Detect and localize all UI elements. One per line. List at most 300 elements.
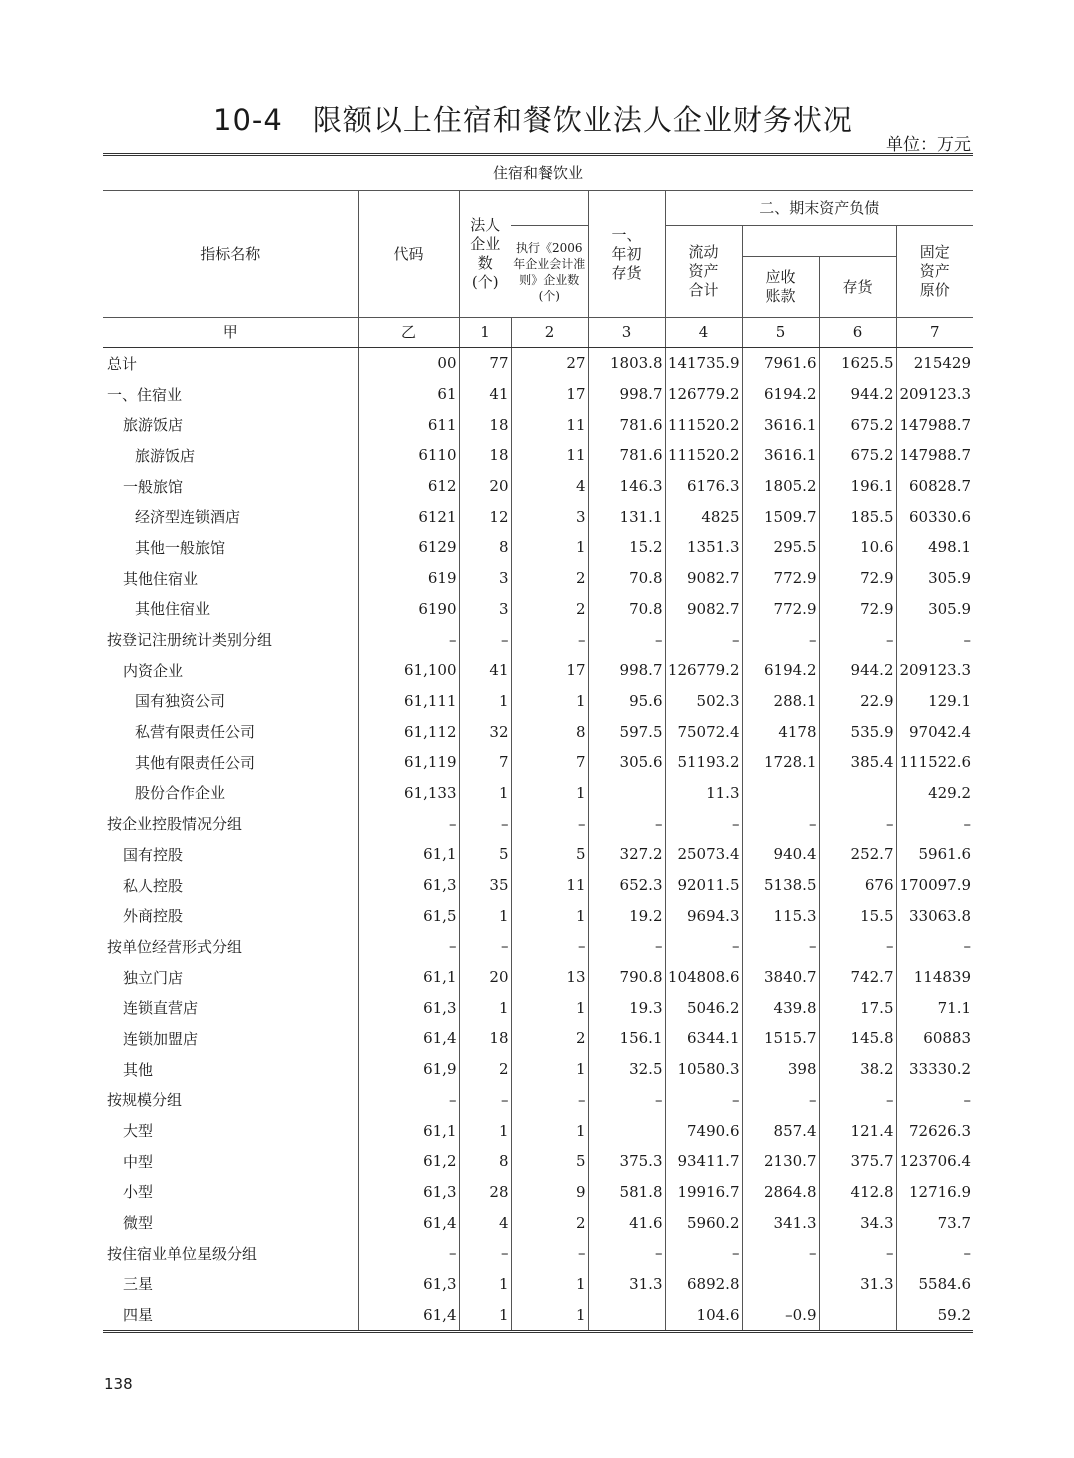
row-value: 375.7: [819, 1146, 896, 1177]
row-label: 一般旅馆: [123, 477, 184, 496]
row-value: 18: [459, 1023, 511, 1054]
table-row: [103, 686, 973, 717]
row-value: 5584.6: [896, 1269, 973, 1300]
row-label: 国有独资公司: [135, 692, 226, 711]
table-row: [103, 1146, 973, 1177]
row-value: –: [742, 808, 819, 839]
row-value: 33330.2: [896, 1054, 973, 1085]
row-value: –: [896, 808, 973, 839]
row-value: 33063.8: [896, 900, 973, 931]
row-label: 国有控股: [123, 845, 184, 864]
row-value: –: [819, 1085, 896, 1116]
row-value: 19.3: [588, 992, 665, 1023]
row-value: 61,3: [358, 1177, 459, 1208]
row-value: –: [511, 808, 588, 839]
row-value: 215429: [896, 348, 973, 379]
row-value: 12716.9: [896, 1177, 973, 1208]
row-value: 7: [459, 747, 511, 778]
row-value: 34.3: [819, 1207, 896, 1238]
row-value: 61,4: [358, 1299, 459, 1331]
row-value: 1: [459, 900, 511, 931]
row-value: 8: [459, 1146, 511, 1177]
row-value: 6190: [358, 594, 459, 625]
row-value: 1: [511, 532, 588, 563]
table-row: [103, 870, 973, 901]
row-value: –: [459, 1238, 511, 1269]
row-value: 41.6: [588, 1207, 665, 1238]
header-code: 代码: [358, 191, 459, 318]
row-value: 31.3: [588, 1269, 665, 1300]
row-value: 652.3: [588, 870, 665, 901]
row-value: 209123.3: [896, 379, 973, 410]
row-value: 1: [511, 686, 588, 717]
row-value: 111520.2: [665, 409, 742, 440]
row-value: 2864.8: [742, 1177, 819, 1208]
row-value: –: [896, 624, 973, 655]
row-value: 61,2: [358, 1146, 459, 1177]
row-value: 772.9: [742, 563, 819, 594]
row-value: 129.1: [896, 686, 973, 717]
row-label: 小型: [123, 1183, 154, 1202]
row-value: 60883: [896, 1023, 973, 1054]
row-value: 1: [511, 900, 588, 931]
row-value: 27: [511, 348, 588, 379]
row-label: 四星: [123, 1306, 154, 1325]
row-value: –: [819, 931, 896, 962]
row-value: 60828.7: [896, 471, 973, 502]
index-cell: 1: [459, 318, 511, 348]
row-label: 独立门店: [123, 968, 184, 987]
row-value: 61,9: [358, 1054, 459, 1085]
table-row: [103, 624, 973, 655]
row-value: 1: [511, 1115, 588, 1146]
row-value: –: [665, 931, 742, 962]
row-value: 35: [459, 870, 511, 901]
row-label: 其他住宿业: [123, 569, 199, 588]
row-value: –: [511, 931, 588, 962]
row-value: 61,111: [358, 686, 459, 717]
row-label: 其他: [123, 1060, 154, 1079]
row-value: 147988.7: [896, 440, 973, 471]
row-value: 1351.3: [665, 532, 742, 563]
row-value: 126779.2: [665, 655, 742, 686]
row-value: –: [588, 624, 665, 655]
row-value: 1: [511, 992, 588, 1023]
row-label: 一、住宿业: [107, 385, 183, 404]
row-value: 61,100: [358, 655, 459, 686]
row-value: 781.6: [588, 409, 665, 440]
title-area: [103, 98, 973, 155]
row-value: 70.8: [588, 594, 665, 625]
row-value: 998.7: [588, 655, 665, 686]
row-value: [742, 778, 819, 809]
row-value: 11: [511, 440, 588, 471]
header-blank: [511, 191, 588, 226]
table-row: [103, 563, 973, 594]
row-value: 619: [358, 563, 459, 594]
row-value: 97042.4: [896, 716, 973, 747]
table-row: [103, 1269, 973, 1300]
row-value: 1: [459, 1115, 511, 1146]
row-label: 私人控股: [123, 876, 184, 895]
index-cell: 甲: [103, 318, 358, 348]
table-row: [103, 1207, 973, 1238]
row-value: –: [511, 1085, 588, 1116]
index-cell: 4: [665, 318, 742, 348]
row-label: 按登记注册统计类别分组: [107, 631, 273, 650]
row-value: –: [665, 624, 742, 655]
row-value: 114839: [896, 962, 973, 993]
row-value: 305.9: [896, 563, 973, 594]
table-row: [103, 1054, 973, 1085]
row-value: 11.3: [665, 778, 742, 809]
row-value: 6344.1: [665, 1023, 742, 1054]
row-label: 连锁加盟店: [123, 1029, 199, 1048]
table-body: [103, 348, 973, 1332]
row-value: 19916.7: [665, 1177, 742, 1208]
row-value: 2: [511, 594, 588, 625]
table-row: [103, 716, 973, 747]
row-value: 6176.3: [665, 471, 742, 502]
row-value: 5046.2: [665, 992, 742, 1023]
row-value: 156.1: [588, 1023, 665, 1054]
row-value: 9: [511, 1177, 588, 1208]
row-value: 1: [459, 992, 511, 1023]
row-value: 61: [358, 379, 459, 410]
row-label: 旅游饭店: [123, 416, 184, 435]
row-value: 327.2: [588, 839, 665, 870]
row-value: 6194.2: [742, 655, 819, 686]
table-row: [103, 655, 973, 686]
row-value: 7961.6: [742, 348, 819, 379]
row-label: 旅游饭店: [135, 446, 196, 465]
row-value: 20: [459, 471, 511, 502]
row-value: 998.7: [588, 379, 665, 410]
row-value: 611: [358, 409, 459, 440]
page-number: 138: [104, 1375, 133, 1393]
row-value: 9082.7: [665, 594, 742, 625]
row-value: 1728.1: [742, 747, 819, 778]
row-label: 连锁直营店: [123, 999, 199, 1018]
table-row: [103, 992, 973, 1023]
row-value: 32.5: [588, 1054, 665, 1085]
row-value: 6110: [358, 440, 459, 471]
row-value: 1: [511, 778, 588, 809]
row-value: 3: [459, 563, 511, 594]
row-label: 私营有限责任公司: [135, 723, 256, 742]
row-value: 61,4: [358, 1023, 459, 1054]
row-value: –: [511, 1238, 588, 1269]
row-value: –: [358, 1238, 459, 1269]
header-inventory: 存货: [819, 257, 896, 318]
row-value: –: [896, 1238, 973, 1269]
row-value: 60330.6: [896, 501, 973, 532]
row-value: 439.8: [742, 992, 819, 1023]
table-row: [103, 808, 973, 839]
row-value: 288.1: [742, 686, 819, 717]
row-value: 385.4: [819, 747, 896, 778]
row-value: 7: [511, 747, 588, 778]
table-row: [103, 440, 973, 471]
row-value: 1: [511, 1299, 588, 1331]
row-label: 微型: [123, 1214, 154, 1233]
row-value: –: [665, 1238, 742, 1269]
header-begin-inventory: 一、年初存货: [588, 191, 665, 318]
row-value: –: [742, 624, 819, 655]
row-label: 大型: [123, 1122, 154, 1141]
row-value: 5961.6: [896, 839, 973, 870]
row-value: –: [896, 1085, 973, 1116]
row-value: 61,1: [358, 962, 459, 993]
table-row: [103, 839, 973, 870]
row-value: 61,3: [358, 1269, 459, 1300]
row-value: 9694.3: [665, 900, 742, 931]
row-value: –: [511, 624, 588, 655]
row-value: 12: [459, 501, 511, 532]
row-value: –: [819, 808, 896, 839]
row-value: 25073.4: [665, 839, 742, 870]
table-row: [103, 747, 973, 778]
table-row: [103, 962, 973, 993]
header-legal-count: 法人企业数(个): [459, 191, 511, 318]
row-value: 790.8: [588, 962, 665, 993]
financial-table: [103, 153, 973, 1333]
row-value: –: [358, 1085, 459, 1116]
row-value: 15.5: [819, 900, 896, 931]
row-value: 3: [511, 501, 588, 532]
row-value: 13: [511, 962, 588, 993]
row-value: 535.9: [819, 716, 896, 747]
row-value: –: [665, 808, 742, 839]
row-value: 77: [459, 348, 511, 379]
row-value: 742.7: [819, 962, 896, 993]
row-label: 中型: [123, 1152, 154, 1171]
row-value: 5: [511, 839, 588, 870]
row-value: 5: [459, 839, 511, 870]
row-value: 8: [511, 716, 588, 747]
row-value: 51193.2: [665, 747, 742, 778]
page-title: 10-4 限额以上住宿和餐饮业法人企业财务状况: [213, 103, 853, 137]
row-value: –: [459, 931, 511, 962]
row-value: 61,3: [358, 992, 459, 1023]
row-label: 内资企业: [123, 661, 184, 680]
row-value: [588, 1299, 665, 1331]
header-end-balance: 二、期末资产负债: [665, 191, 973, 226]
index-cell: 6: [819, 318, 896, 348]
row-value: 2: [511, 1023, 588, 1054]
row-value: 5960.2: [665, 1207, 742, 1238]
row-value: –: [358, 931, 459, 962]
row-value: 123706.4: [896, 1146, 973, 1177]
row-value: 115.3: [742, 900, 819, 931]
row-value: 1: [459, 1269, 511, 1300]
row-value: 11: [511, 409, 588, 440]
row-label: 按企业控股情况分组: [107, 815, 243, 834]
row-value: 121.4: [819, 1115, 896, 1146]
row-value: 252.7: [819, 839, 896, 870]
table-row: [103, 778, 973, 809]
row-value: [742, 1269, 819, 1300]
table-row: [103, 1177, 973, 1208]
table-row: [103, 594, 973, 625]
table-row: [103, 379, 973, 410]
row-value: 111522.6: [896, 747, 973, 778]
row-value: 675.2: [819, 409, 896, 440]
row-value: 41: [459, 655, 511, 686]
row-value: 92011.5: [665, 870, 742, 901]
row-value: 6892.8: [665, 1269, 742, 1300]
row-value: 11: [511, 870, 588, 901]
row-value: 295.5: [742, 532, 819, 563]
row-value: 305.9: [896, 594, 973, 625]
row-value: 2130.7: [742, 1146, 819, 1177]
row-value: 141735.9: [665, 348, 742, 379]
row-value: 38.2: [819, 1054, 896, 1085]
row-value: –: [588, 808, 665, 839]
row-value: 1: [459, 1299, 511, 1331]
row-label: 三星: [123, 1275, 154, 1294]
row-value: –: [358, 624, 459, 655]
row-value: [588, 778, 665, 809]
row-value: 940.4: [742, 839, 819, 870]
index-cell: 2: [511, 318, 588, 348]
row-value: –: [819, 624, 896, 655]
index-row: [103, 318, 973, 348]
row-label: 按规模分组: [107, 1091, 183, 1110]
row-value: 1625.5: [819, 348, 896, 379]
row-value: 17: [511, 379, 588, 410]
row-value: 4825: [665, 501, 742, 532]
row-value: 10580.3: [665, 1054, 742, 1085]
row-value: –: [459, 624, 511, 655]
row-value: [588, 1115, 665, 1146]
row-value: 146.3: [588, 471, 665, 502]
row-value: –: [459, 1085, 511, 1116]
index-cell: 乙: [358, 318, 459, 348]
table-row: [103, 900, 973, 931]
row-value: 581.8: [588, 1177, 665, 1208]
header-sub-blank: [742, 226, 896, 257]
header-current-assets: 流动资产合计: [665, 226, 742, 318]
row-value: 612: [358, 471, 459, 502]
index-cell: 7: [896, 318, 973, 348]
header-fixed-assets: 固定资产原价: [896, 226, 973, 318]
row-value: 857.4: [742, 1115, 819, 1146]
row-value: –: [588, 1085, 665, 1116]
row-value: 209123.3: [896, 655, 973, 686]
row-value: –: [358, 808, 459, 839]
row-value: –: [742, 931, 819, 962]
row-value: 412.8: [819, 1177, 896, 1208]
row-value: 597.5: [588, 716, 665, 747]
row-value: 6129: [358, 532, 459, 563]
row-value: 104808.6: [665, 962, 742, 993]
row-value: 498.1: [896, 532, 973, 563]
row-value: 61,4: [358, 1207, 459, 1238]
row-value: 93411.7: [665, 1146, 742, 1177]
row-value: 1509.7: [742, 501, 819, 532]
row-value: 20: [459, 962, 511, 993]
index-cell: 3: [588, 318, 665, 348]
unit-label: 单位：万元: [886, 135, 971, 155]
row-value: 170097.9: [896, 870, 973, 901]
row-value: [819, 1299, 896, 1331]
row-value: 10.6: [819, 532, 896, 563]
row-value: –0.9: [742, 1299, 819, 1331]
row-value: 145.8: [819, 1023, 896, 1054]
row-value: 61,5: [358, 900, 459, 931]
table-row: [103, 1023, 973, 1054]
row-value: 8: [459, 532, 511, 563]
row-value: 341.3: [742, 1207, 819, 1238]
row-value: 196.1: [819, 471, 896, 502]
row-value: –: [742, 1238, 819, 1269]
table-row: [103, 471, 973, 502]
row-label: 经济型连锁酒店: [135, 508, 241, 527]
row-value: 28: [459, 1177, 511, 1208]
row-value: 61,3: [358, 870, 459, 901]
row-value: 944.2: [819, 379, 896, 410]
row-value: 675.2: [819, 440, 896, 471]
row-value: 17.5: [819, 992, 896, 1023]
table-row: [103, 931, 973, 962]
row-value: 1805.2: [742, 471, 819, 502]
row-value: 1: [511, 1269, 588, 1300]
row-value: 59.2: [896, 1299, 973, 1331]
row-label: 其他一般旅馆: [135, 538, 226, 557]
table-row: [103, 1299, 973, 1331]
row-label: 股份合作企业: [135, 784, 226, 803]
row-value: –: [588, 1238, 665, 1269]
row-value: –: [588, 931, 665, 962]
row-value: 5138.5: [742, 870, 819, 901]
row-value: 18: [459, 409, 511, 440]
row-value: 1: [459, 778, 511, 809]
row-value: 2: [459, 1054, 511, 1085]
row-value: 772.9: [742, 594, 819, 625]
row-value: 305.6: [588, 747, 665, 778]
row-label: 其他住宿业: [135, 600, 211, 619]
row-value: 7490.6: [665, 1115, 742, 1146]
row-value: 61,1: [358, 839, 459, 870]
group-header: 住宿和餐饮业: [103, 155, 973, 191]
row-label: 总计: [107, 354, 138, 373]
row-value: 3616.1: [742, 409, 819, 440]
table-row: [103, 348, 973, 379]
row-value: 6121: [358, 501, 459, 532]
row-value: –: [665, 1085, 742, 1116]
row-value: 3: [459, 594, 511, 625]
row-value: 2: [511, 1207, 588, 1238]
row-label: 其他有限责任公司: [135, 753, 256, 772]
row-value: 104.6: [665, 1299, 742, 1331]
row-value: 185.5: [819, 501, 896, 532]
row-value: –: [742, 1085, 819, 1116]
row-value: 1515.7: [742, 1023, 819, 1054]
row-value: 22.9: [819, 686, 896, 717]
row-value: 19.2: [588, 900, 665, 931]
row-value: 375.3: [588, 1146, 665, 1177]
row-value: 5: [511, 1146, 588, 1177]
row-value: 31.3: [819, 1269, 896, 1300]
table-row: [103, 532, 973, 563]
row-value: 32: [459, 716, 511, 747]
row-value: [819, 778, 896, 809]
header-name: 指标名称: [103, 191, 358, 318]
row-value: 1: [459, 686, 511, 717]
table-row: [103, 1238, 973, 1269]
row-value: –: [459, 808, 511, 839]
